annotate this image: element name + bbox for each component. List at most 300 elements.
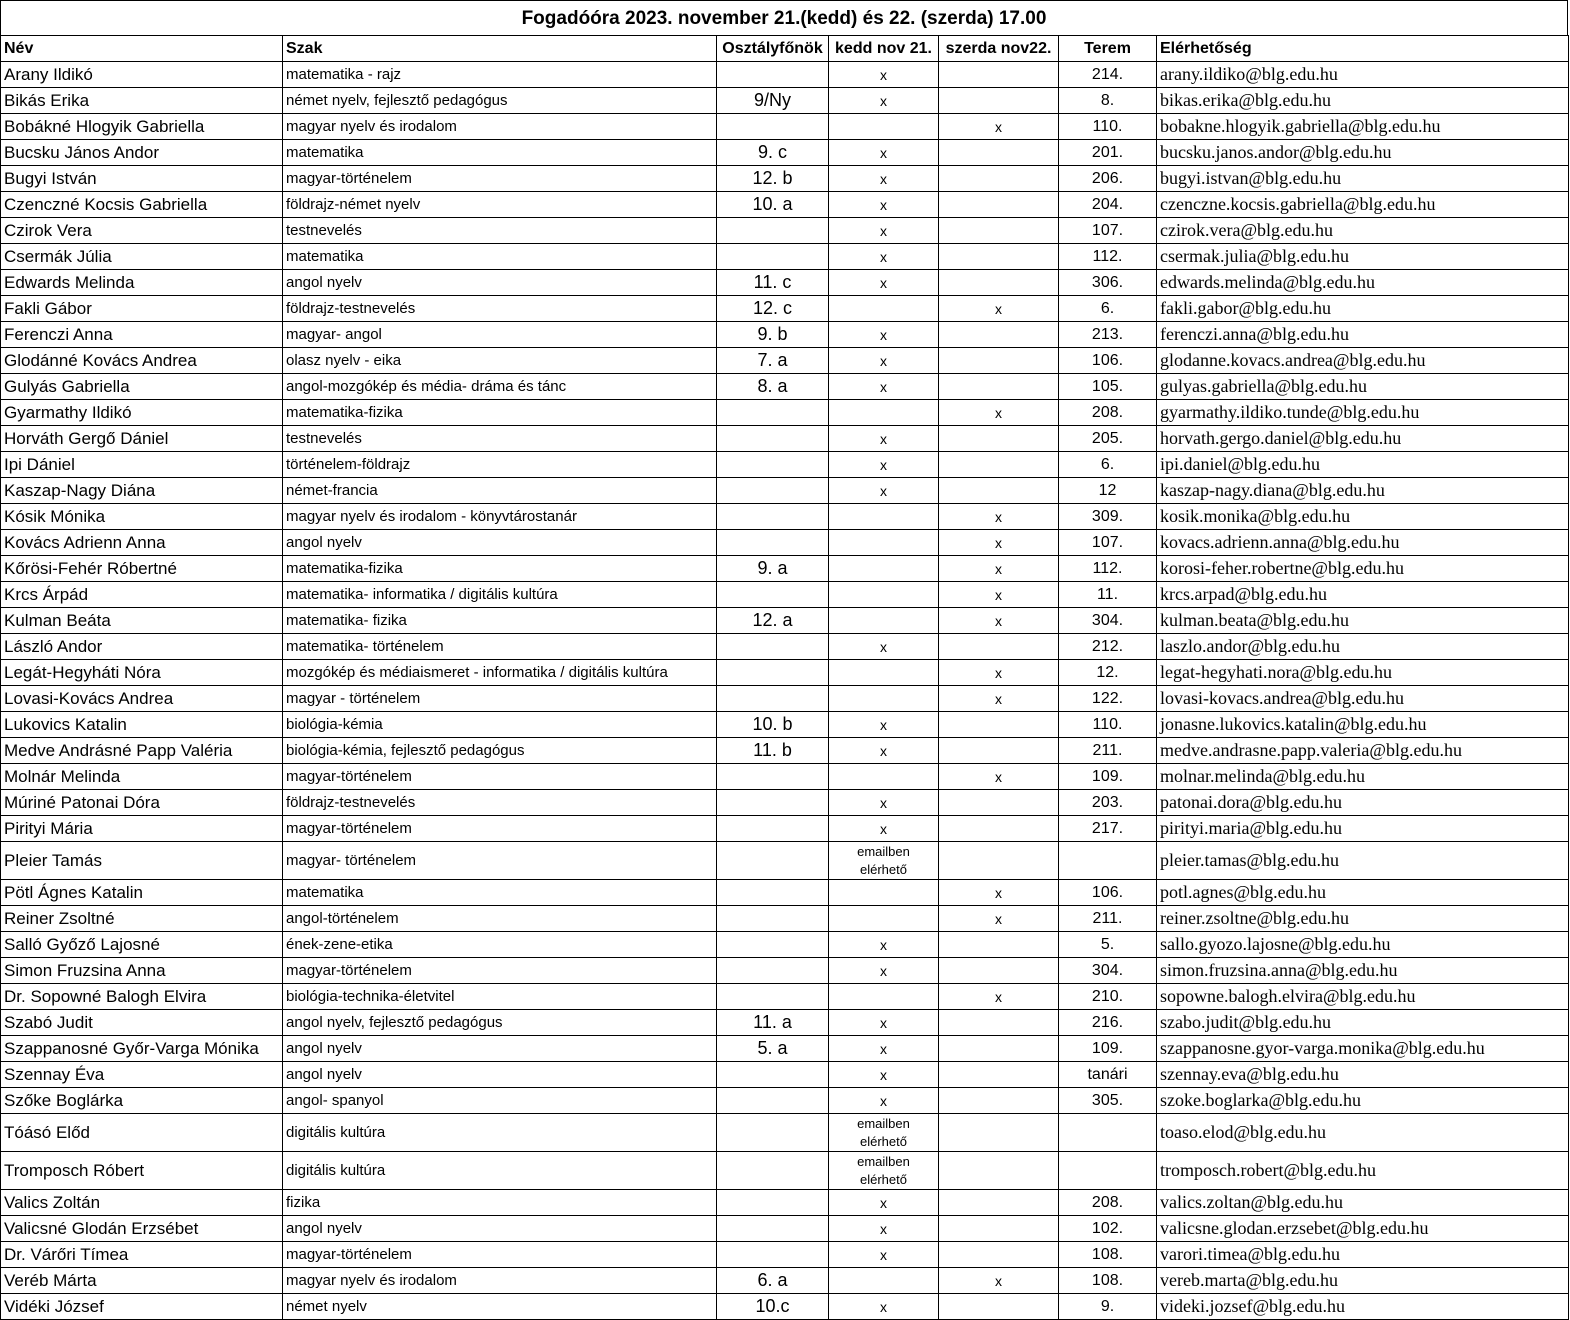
email-cell: tromposch.robert@blg.edu.hu: [1157, 1152, 1569, 1190]
tuesday-cell: [829, 504, 939, 530]
table-row: [1, 1242, 1569, 1268]
tuesday-cell: [829, 984, 939, 1010]
wednesday-cell: [939, 1062, 1059, 1088]
class-teacher-cell: 11. c: [717, 270, 829, 296]
room-cell: 305.: [1059, 1088, 1157, 1114]
room-cell: 201.: [1059, 140, 1157, 166]
tuesday-cell: [829, 530, 939, 556]
tuesday-cell: x: [829, 816, 939, 842]
teacher-name-cell: Lukovics Katalin: [1, 712, 283, 738]
subject-cell: történelem-földrajz: [283, 452, 717, 478]
table-row: [1, 1268, 1569, 1294]
teacher-name-cell: Szappanosné Győr-Varga Mónika: [1, 1036, 283, 1062]
class-teacher-cell: 8. a: [717, 374, 829, 400]
tuesday-cell: x: [829, 426, 939, 452]
room-cell: 122.: [1059, 686, 1157, 712]
header-name: Név: [1, 36, 283, 62]
wednesday-cell: [939, 958, 1059, 984]
room-cell: 12: [1059, 478, 1157, 504]
wednesday-cell: [939, 1036, 1059, 1062]
teacher-name-cell: Múriné Patonai Dóra: [1, 790, 283, 816]
tuesday-cell: emailben elérhető: [829, 842, 939, 880]
table-row: [1, 738, 1569, 764]
teacher-name-cell: Pötl Ágnes Katalin: [1, 880, 283, 906]
class-teacher-cell: [717, 686, 829, 712]
wednesday-cell: [939, 1010, 1059, 1036]
room-cell: 210.: [1059, 984, 1157, 1010]
room-cell: 110.: [1059, 712, 1157, 738]
class-teacher-cell: [717, 816, 829, 842]
tuesday-cell: x: [829, 62, 939, 88]
email-cell: bucsku.janos.andor@blg.edu.hu: [1157, 140, 1569, 166]
wednesday-cell: x: [939, 686, 1059, 712]
tuesday-cell: [829, 582, 939, 608]
subject-cell: biológia-kémia: [283, 712, 717, 738]
email-cell: szabo.judit@blg.edu.hu: [1157, 1010, 1569, 1036]
tuesday-cell: [829, 880, 939, 906]
room-cell: 213.: [1059, 322, 1157, 348]
email-cell: szennay.eva@blg.edu.hu: [1157, 1062, 1569, 1088]
class-teacher-cell: [717, 1242, 829, 1268]
tuesday-cell: x: [829, 166, 939, 192]
wednesday-cell: [939, 816, 1059, 842]
teacher-name-cell: Vidéki József: [1, 1294, 283, 1320]
subject-cell: mozgókép és médiaismeret - informatika / digitális kultúra: [283, 660, 717, 686]
tuesday-cell: x: [829, 1088, 939, 1114]
teacher-name-cell: Edwards Melinda: [1, 270, 283, 296]
room-cell: 105.: [1059, 374, 1157, 400]
class-teacher-cell: [717, 478, 829, 504]
wednesday-cell: [939, 842, 1059, 880]
header-contact: Elérhetőség: [1157, 36, 1569, 62]
table-row: [1, 932, 1569, 958]
teacher-name-cell: Kovács Adrienn Anna: [1, 530, 283, 556]
wednesday-cell: [939, 218, 1059, 244]
subject-cell: testnevelés: [283, 426, 717, 452]
email-cell: ipi.daniel@blg.edu.hu: [1157, 452, 1569, 478]
table-row: [1, 374, 1569, 400]
class-teacher-cell: [717, 660, 829, 686]
subject-cell: matematika-fizika: [283, 400, 717, 426]
teacher-name-cell: Pirityi Mária: [1, 816, 283, 842]
subject-cell: magyar-történelem: [283, 1242, 717, 1268]
subject-cell: magyar-történelem: [283, 166, 717, 192]
subject-cell: matematika: [283, 140, 717, 166]
class-teacher-cell: 12. b: [717, 166, 829, 192]
email-cell: bugyi.istvan@blg.edu.hu: [1157, 166, 1569, 192]
teacher-name-cell: Bugyi István: [1, 166, 283, 192]
email-cell: szoke.boglarka@blg.edu.hu: [1157, 1088, 1569, 1114]
teacher-name-cell: Csermák Júlia: [1, 244, 283, 270]
room-cell: 106.: [1059, 348, 1157, 374]
tuesday-cell: x: [829, 1242, 939, 1268]
header-subject: Szak: [283, 36, 717, 62]
wednesday-cell: [939, 270, 1059, 296]
subject-cell: biológia-kémia, fejlesztő pedagógus: [283, 738, 717, 764]
wednesday-cell: x: [939, 504, 1059, 530]
subject-cell: magyar nyelv és irodalom: [283, 114, 717, 140]
wednesday-cell: [939, 374, 1059, 400]
email-cell: korosi-feher.robertne@blg.edu.hu: [1157, 556, 1569, 582]
teacher-name-cell: Horváth Gergő Dániel: [1, 426, 283, 452]
subject-cell: olasz nyelv - eika: [283, 348, 717, 374]
class-teacher-cell: [717, 504, 829, 530]
email-cell: gyarmathy.ildiko.tunde@blg.edu.hu: [1157, 400, 1569, 426]
email-cell: kaszap-nagy.diana@blg.edu.hu: [1157, 478, 1569, 504]
table-row: [1, 764, 1569, 790]
tuesday-cell: [829, 556, 939, 582]
email-cell: legat-hegyhati.nora@blg.edu.hu: [1157, 660, 1569, 686]
email-cell: gulyas.gabriella@blg.edu.hu: [1157, 374, 1569, 400]
class-teacher-cell: [717, 1190, 829, 1216]
room-cell: 109.: [1059, 764, 1157, 790]
email-cell: medve.andrasne.papp.valeria@blg.edu.hu: [1157, 738, 1569, 764]
table-row: [1, 400, 1569, 426]
header-row: [1, 36, 1569, 62]
tuesday-cell: x: [829, 1294, 939, 1320]
teacher-name-cell: Krcs Árpád: [1, 582, 283, 608]
table-row: [1, 660, 1569, 686]
email-cell: kulman.beata@blg.edu.hu: [1157, 608, 1569, 634]
room-cell: 211.: [1059, 906, 1157, 932]
room-cell: 102.: [1059, 1216, 1157, 1242]
room-cell: 212.: [1059, 634, 1157, 660]
wednesday-cell: [939, 1152, 1059, 1190]
subject-cell: matematika-fizika: [283, 556, 717, 582]
email-cell: kosik.monika@blg.edu.hu: [1157, 504, 1569, 530]
class-teacher-cell: 9/Ny: [717, 88, 829, 114]
header-room: Terem: [1059, 36, 1157, 62]
table-row: [1, 1190, 1569, 1216]
room-cell: 107.: [1059, 218, 1157, 244]
room-cell: 9.: [1059, 1294, 1157, 1320]
room-cell: 203.: [1059, 790, 1157, 816]
teacher-name-cell: Pleier Tamás: [1, 842, 283, 880]
tuesday-cell: [829, 686, 939, 712]
email-cell: sallo.gyozo.lajosne@blg.edu.hu: [1157, 932, 1569, 958]
wednesday-cell: [939, 1190, 1059, 1216]
teacher-name-cell: Ferenczi Anna: [1, 322, 283, 348]
wednesday-cell: x: [939, 880, 1059, 906]
table-row: [1, 880, 1569, 906]
room-cell: 112.: [1059, 556, 1157, 582]
table-row: [1, 348, 1569, 374]
email-cell: ferenczi.anna@blg.edu.hu: [1157, 322, 1569, 348]
wednesday-cell: x: [939, 608, 1059, 634]
room-cell: 208.: [1059, 400, 1157, 426]
class-teacher-cell: 7. a: [717, 348, 829, 374]
room-cell: 12.: [1059, 660, 1157, 686]
subject-cell: angol- spanyol: [283, 1088, 717, 1114]
class-teacher-cell: 12. c: [717, 296, 829, 322]
room-cell: 106.: [1059, 880, 1157, 906]
header-tuesday: kedd nov 21.: [829, 36, 939, 62]
table-row: [1, 906, 1569, 932]
teacher-name-cell: Valics Zoltán: [1, 1190, 283, 1216]
email-cell: kovacs.adrienn.anna@blg.edu.hu: [1157, 530, 1569, 556]
table-row: [1, 1114, 1569, 1152]
wednesday-cell: x: [939, 984, 1059, 1010]
email-cell: laszlo.andor@blg.edu.hu: [1157, 634, 1569, 660]
teacher-name-cell: Gulyás Gabriella: [1, 374, 283, 400]
class-teacher-cell: [717, 984, 829, 1010]
room-cell: 110.: [1059, 114, 1157, 140]
tuesday-cell: [829, 764, 939, 790]
subject-cell: matematika- fizika: [283, 608, 717, 634]
teacher-name-cell: Molnár Melinda: [1, 764, 283, 790]
class-teacher-cell: 10. a: [717, 192, 829, 218]
subject-cell: magyar-történelem: [283, 958, 717, 984]
email-cell: toaso.elod@blg.edu.hu: [1157, 1114, 1569, 1152]
email-cell: sopowne.balogh.elvira@blg.edu.hu: [1157, 984, 1569, 1010]
subject-cell: magyar-történelem: [283, 764, 717, 790]
tuesday-cell: x: [829, 88, 939, 114]
tuesday-cell: x: [829, 348, 939, 374]
tuesday-cell: x: [829, 738, 939, 764]
email-cell: simon.fruzsina.anna@blg.edu.hu: [1157, 958, 1569, 984]
teacher-name-cell: Szőke Boglárka: [1, 1088, 283, 1114]
room-cell: 208.: [1059, 1190, 1157, 1216]
table-row: [1, 530, 1569, 556]
subject-cell: matematika- informatika / digitális kultúra: [283, 582, 717, 608]
wednesday-cell: x: [939, 764, 1059, 790]
tuesday-cell: x: [829, 322, 939, 348]
header-wednesday: szerda nov22.: [939, 36, 1059, 62]
teacher-name-cell: Gyarmathy Ildikó: [1, 400, 283, 426]
room-cell: 206.: [1059, 166, 1157, 192]
class-teacher-cell: [717, 958, 829, 984]
email-cell: szappanosne.gyor-varga.monika@blg.edu.hu: [1157, 1036, 1569, 1062]
teacher-name-cell: Bobákné Hlogyik Gabriella: [1, 114, 283, 140]
class-teacher-cell: 11. a: [717, 1010, 829, 1036]
subject-cell: magyar- angol: [283, 322, 717, 348]
wednesday-cell: x: [939, 906, 1059, 932]
teacher-name-cell: Kulman Beáta: [1, 608, 283, 634]
table-row: [1, 218, 1569, 244]
class-teacher-cell: 9. c: [717, 140, 829, 166]
tuesday-cell: x: [829, 634, 939, 660]
class-teacher-cell: [717, 244, 829, 270]
room-cell: 304.: [1059, 958, 1157, 984]
table-row: [1, 1036, 1569, 1062]
tuesday-cell: x: [829, 244, 939, 270]
email-cell: czirok.vera@blg.edu.hu: [1157, 218, 1569, 244]
wednesday-cell: [939, 1294, 1059, 1320]
teacher-name-cell: Dr. Sopowné Balogh Elvira: [1, 984, 283, 1010]
subject-cell: angol nyelv: [283, 270, 717, 296]
class-teacher-cell: 6. a: [717, 1268, 829, 1294]
table-row: [1, 140, 1569, 166]
subject-cell: fizika: [283, 1190, 717, 1216]
teacher-name-cell: Kaszap-Nagy Diána: [1, 478, 283, 504]
class-teacher-cell: 10.c: [717, 1294, 829, 1320]
email-cell: glodanne.kovacs.andrea@blg.edu.hu: [1157, 348, 1569, 374]
teacher-name-cell: Reiner Zsoltné: [1, 906, 283, 932]
subject-cell: angol nyelv: [283, 1216, 717, 1242]
room-cell: 108.: [1059, 1268, 1157, 1294]
room-cell: 6.: [1059, 452, 1157, 478]
email-cell: horvath.gergo.daniel@blg.edu.hu: [1157, 426, 1569, 452]
room-cell: 309.: [1059, 504, 1157, 530]
email-cell: vereb.marta@blg.edu.hu: [1157, 1268, 1569, 1294]
table-row: [1, 984, 1569, 1010]
class-teacher-cell: [717, 400, 829, 426]
room-cell: tanári: [1059, 1062, 1157, 1088]
class-teacher-cell: [717, 62, 829, 88]
class-teacher-cell: [717, 530, 829, 556]
class-teacher-cell: [717, 1114, 829, 1152]
tuesday-cell: x: [829, 452, 939, 478]
tuesday-cell: [829, 1268, 939, 1294]
subject-cell: földrajz-testnevelés: [283, 790, 717, 816]
subject-cell: digitális kultúra: [283, 1114, 717, 1152]
tuesday-cell: [829, 114, 939, 140]
table-row: [1, 62, 1569, 88]
subject-cell: magyar nyelv és irodalom - könyvtárostanár: [283, 504, 717, 530]
table-row: [1, 816, 1569, 842]
class-teacher-cell: [717, 452, 829, 478]
teacher-name-cell: Kőrösi-Fehér Róbertné: [1, 556, 283, 582]
wednesday-cell: [939, 426, 1059, 452]
teacher-name-cell: Simon Fruzsina Anna: [1, 958, 283, 984]
table-row: [1, 244, 1569, 270]
email-cell: lovasi-kovacs.andrea@blg.edu.hu: [1157, 686, 1569, 712]
email-cell: molnar.melinda@blg.edu.hu: [1157, 764, 1569, 790]
class-teacher-cell: 11. b: [717, 738, 829, 764]
teacher-name-cell: Fakli Gábor: [1, 296, 283, 322]
table-row: [1, 1088, 1569, 1114]
subject-cell: matematika: [283, 880, 717, 906]
subject-cell: német nyelv, fejlesztő pedagógus: [283, 88, 717, 114]
header-class: Osztályfőnök: [717, 36, 829, 62]
wednesday-cell: x: [939, 114, 1059, 140]
tuesday-cell: emailben elérhető: [829, 1152, 939, 1190]
class-teacher-cell: [717, 1152, 829, 1190]
tuesday-cell: [829, 906, 939, 932]
teacher-name-cell: Czirok Vera: [1, 218, 283, 244]
class-teacher-cell: [717, 906, 829, 932]
table-row: [1, 958, 1569, 984]
email-cell: jonasne.lukovics.katalin@blg.edu.hu: [1157, 712, 1569, 738]
table-row: [1, 1216, 1569, 1242]
table-row: [1, 712, 1569, 738]
tuesday-cell: x: [829, 218, 939, 244]
class-teacher-cell: [717, 880, 829, 906]
room-cell: 304.: [1059, 608, 1157, 634]
tuesday-cell: x: [829, 1036, 939, 1062]
tuesday-cell: x: [829, 1062, 939, 1088]
class-teacher-cell: [717, 842, 829, 880]
subject-cell: német-francia: [283, 478, 717, 504]
table-row: [1, 478, 1569, 504]
subject-cell: angol nyelv: [283, 1036, 717, 1062]
email-cell: valicsne.glodan.erzsebet@blg.edu.hu: [1157, 1216, 1569, 1242]
class-teacher-cell: [717, 426, 829, 452]
wednesday-cell: x: [939, 400, 1059, 426]
subject-cell: angol-történelem: [283, 906, 717, 932]
wednesday-cell: [939, 1114, 1059, 1152]
class-teacher-cell: [717, 1216, 829, 1242]
class-teacher-cell: [717, 1088, 829, 1114]
teacher-name-cell: Lovasi-Kovács Andrea: [1, 686, 283, 712]
tuesday-cell: x: [829, 932, 939, 958]
table-row: [1, 686, 1569, 712]
teacher-name-cell: Szennay Éva: [1, 1062, 283, 1088]
teacher-name-cell: Veréb Márta: [1, 1268, 283, 1294]
wednesday-cell: [939, 478, 1059, 504]
email-cell: bobakne.hlogyik.gabriella@blg.edu.hu: [1157, 114, 1569, 140]
room-cell: 11.: [1059, 582, 1157, 608]
room-cell: 112.: [1059, 244, 1157, 270]
teacher-name-cell: Kósik Mónika: [1, 504, 283, 530]
email-cell: krcs.arpad@blg.edu.hu: [1157, 582, 1569, 608]
wednesday-cell: x: [939, 556, 1059, 582]
tuesday-cell: [829, 660, 939, 686]
table-row: [1, 296, 1569, 322]
class-teacher-cell: [717, 932, 829, 958]
teacher-name-cell: Szabó Judit: [1, 1010, 283, 1036]
wednesday-cell: [939, 88, 1059, 114]
class-teacher-cell: 9. a: [717, 556, 829, 582]
teacher-name-cell: László Andor: [1, 634, 283, 660]
wednesday-cell: [939, 62, 1059, 88]
wednesday-cell: x: [939, 530, 1059, 556]
teacher-name-cell: Medve Andrásné Papp Valéria: [1, 738, 283, 764]
table-row: [1, 1152, 1569, 1190]
room-cell: 205.: [1059, 426, 1157, 452]
class-teacher-cell: 5. a: [717, 1036, 829, 1062]
class-teacher-cell: [717, 114, 829, 140]
class-teacher-cell: [717, 582, 829, 608]
table-row: [1, 582, 1569, 608]
subject-cell: angol nyelv: [283, 530, 717, 556]
table-row: [1, 842, 1569, 880]
tuesday-cell: x: [829, 478, 939, 504]
email-cell: potl.agnes@blg.edu.hu: [1157, 880, 1569, 906]
table-row: [1, 1010, 1569, 1036]
table-row: [1, 634, 1569, 660]
table-row: [1, 270, 1569, 296]
wednesday-cell: [939, 192, 1059, 218]
teacher-name-cell: Bucsku János Andor: [1, 140, 283, 166]
teacher-name-cell: Czenczné Kocsis Gabriella: [1, 192, 283, 218]
email-cell: varori.timea@blg.edu.hu: [1157, 1242, 1569, 1268]
class-teacher-cell: [717, 790, 829, 816]
tuesday-cell: x: [829, 790, 939, 816]
subject-cell: biológia-technika-életvitel: [283, 984, 717, 1010]
tuesday-cell: x: [829, 958, 939, 984]
room-cell: 217.: [1059, 816, 1157, 842]
table-row: [1, 166, 1569, 192]
email-cell: valics.zoltan@blg.edu.hu: [1157, 1190, 1569, 1216]
table-row: [1, 426, 1569, 452]
wednesday-cell: [939, 738, 1059, 764]
room-cell: 214.: [1059, 62, 1157, 88]
wednesday-cell: [939, 712, 1059, 738]
wednesday-cell: [939, 452, 1059, 478]
teacher-name-cell: Salló Győző Lajosné: [1, 932, 283, 958]
subject-cell: angol-mozgókép és média- dráma és tánc: [283, 374, 717, 400]
wednesday-cell: [939, 322, 1059, 348]
subject-cell: digitális kultúra: [283, 1152, 717, 1190]
subject-cell: matematika: [283, 244, 717, 270]
subject-cell: magyar - történelem: [283, 686, 717, 712]
email-cell: pleier.tamas@blg.edu.hu: [1157, 842, 1569, 880]
wednesday-cell: [939, 634, 1059, 660]
table-row: [1, 1294, 1569, 1320]
subject-cell: földrajz-testnevelés: [283, 296, 717, 322]
table-row: [1, 608, 1569, 634]
